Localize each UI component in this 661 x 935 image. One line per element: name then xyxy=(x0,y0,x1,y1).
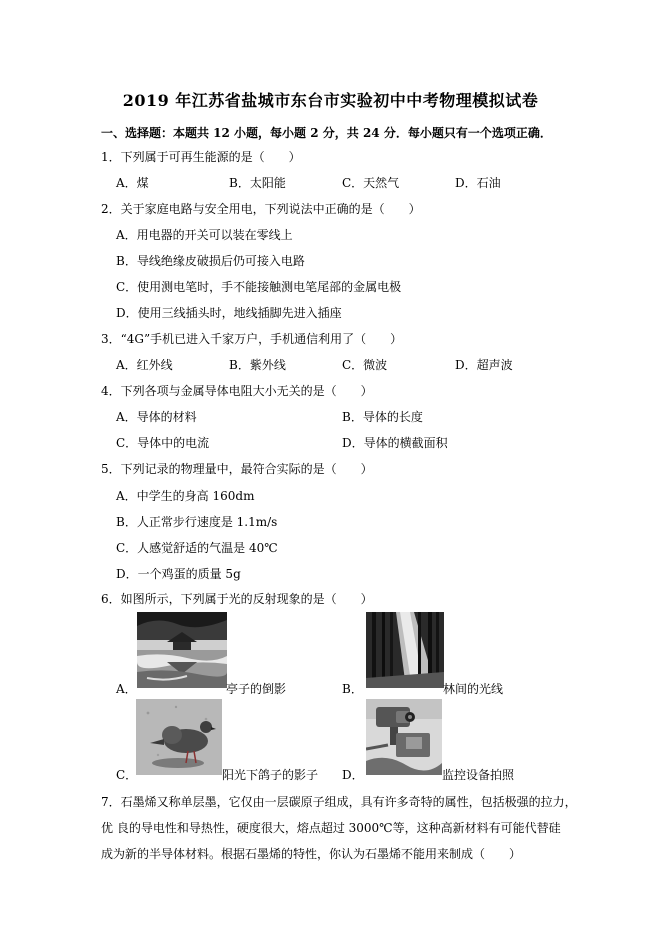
pigeon-shadow-photo xyxy=(136,699,222,775)
pigeon-shadow-image xyxy=(136,699,222,775)
question-5-option-c[interactable]: C．人感觉舒适的气温是 40℃ xyxy=(116,541,278,555)
pavilion-reflection-image xyxy=(137,612,227,688)
question-3-option-b[interactable]: B．紫外线 xyxy=(229,358,286,372)
question-6-option-c-letter[interactable]: C． xyxy=(116,768,138,782)
question-2-stem: 2．关于家庭电路与安全用电，下列说法中正确的是（ ） xyxy=(101,202,421,216)
question-2-option-a[interactable]: A．用电器的开关可以装在零线上 xyxy=(116,228,293,242)
question-2-option-c[interactable]: C．使用测电笔时，手不能接触测电笔尾部的金属电极 xyxy=(116,280,402,294)
question-1-option-d[interactable]: D．石油 xyxy=(455,176,501,190)
question-3-option-d[interactable]: D．超声波 xyxy=(455,358,513,372)
question-7-line-1: 7．石墨烯又称单层墨，它仅由一层碳原子组成，具有许多奇特的属性，包括极强的拉力， xyxy=(101,795,577,809)
question-3-option-c[interactable]: C．微波 xyxy=(342,358,388,372)
question-5-option-d[interactable]: D．一个鸡蛋的质量 5g xyxy=(116,567,241,581)
question-1-option-a[interactable]: A．煤 xyxy=(116,176,149,190)
forest-light-beams-photo xyxy=(366,612,444,688)
question-3-option-a[interactable]: A．红外线 xyxy=(116,358,173,372)
question-7-line-3: 成为新的半导体材料。根据石墨烯的特性，你认为石墨烯不能用来制成（ ） xyxy=(101,847,522,861)
question-3-stem: 3．“4G”手机已进入千家万户，手机通信利用了（ ） xyxy=(101,332,403,346)
question-4-option-a[interactable]: A．导体的材料 xyxy=(116,410,197,424)
question-1-option-c[interactable]: C．天然气 xyxy=(342,176,400,190)
question-6-option-a-caption: 亭子的倒影 xyxy=(226,682,287,696)
question-1-option-b[interactable]: B．太阳能 xyxy=(229,176,286,190)
question-6-option-c-caption: 阳光下鸽子的影子 xyxy=(222,768,319,782)
exam-title: 2019 年江苏省盐城市东台市实验初中中考物理模拟试卷 xyxy=(122,91,539,110)
question-6-option-a-letter[interactable]: A． xyxy=(116,682,137,696)
question-1-stem: 1．下列属于可再生能源的是（ ） xyxy=(101,150,301,164)
section-heading: 一、选择题：本题共 12 小题，每小题 2 分，共 24 分．每小题只有一个选项正确． xyxy=(101,126,552,140)
question-6-option-d-caption: 监控设备拍照 xyxy=(442,768,515,782)
question-6-option-b-caption: 林间的光线 xyxy=(443,682,504,696)
question-5-option-b[interactable]: B．人正常步行速度是 1.1m/s xyxy=(116,515,278,529)
question-4-option-b[interactable]: B．导体的长度 xyxy=(342,410,423,424)
question-2-option-d[interactable]: D．使用三线插头时，地线插脚先进入插座 xyxy=(116,306,342,320)
question-5-stem: 5．下列记录的物理量中，最符合实际的是（ ） xyxy=(101,462,373,476)
question-7-line-2: 优 良的导电性和导热性，硬度很大，熔点超过 3000℃等，这种高新材料有可能代替硅 xyxy=(101,821,561,835)
question-5-option-a[interactable]: A．中学生的身高 160dm xyxy=(116,489,255,503)
question-4-stem: 4．下列各项与金属导体电阻大小无关的是（ ） xyxy=(101,384,373,398)
pavilion-reflection-photo xyxy=(137,612,227,688)
question-4-option-d[interactable]: D．导体的横截面积 xyxy=(342,436,448,450)
question-2-option-b[interactable]: B．导线绝缘皮破损后仍可接入电路 xyxy=(116,254,305,268)
forest-light-image xyxy=(366,612,444,688)
question-6-stem: 6．如图所示，下列属于光的反射现象的是（ ） xyxy=(101,592,373,606)
question-4-option-c[interactable]: C．导体中的电流 xyxy=(116,436,210,450)
question-6-option-b-letter[interactable]: B． xyxy=(342,682,363,696)
question-6-option-d-letter[interactable]: D． xyxy=(342,768,364,782)
surveillance-camera-image xyxy=(366,699,442,775)
surveillance-camera-photo xyxy=(366,699,442,775)
